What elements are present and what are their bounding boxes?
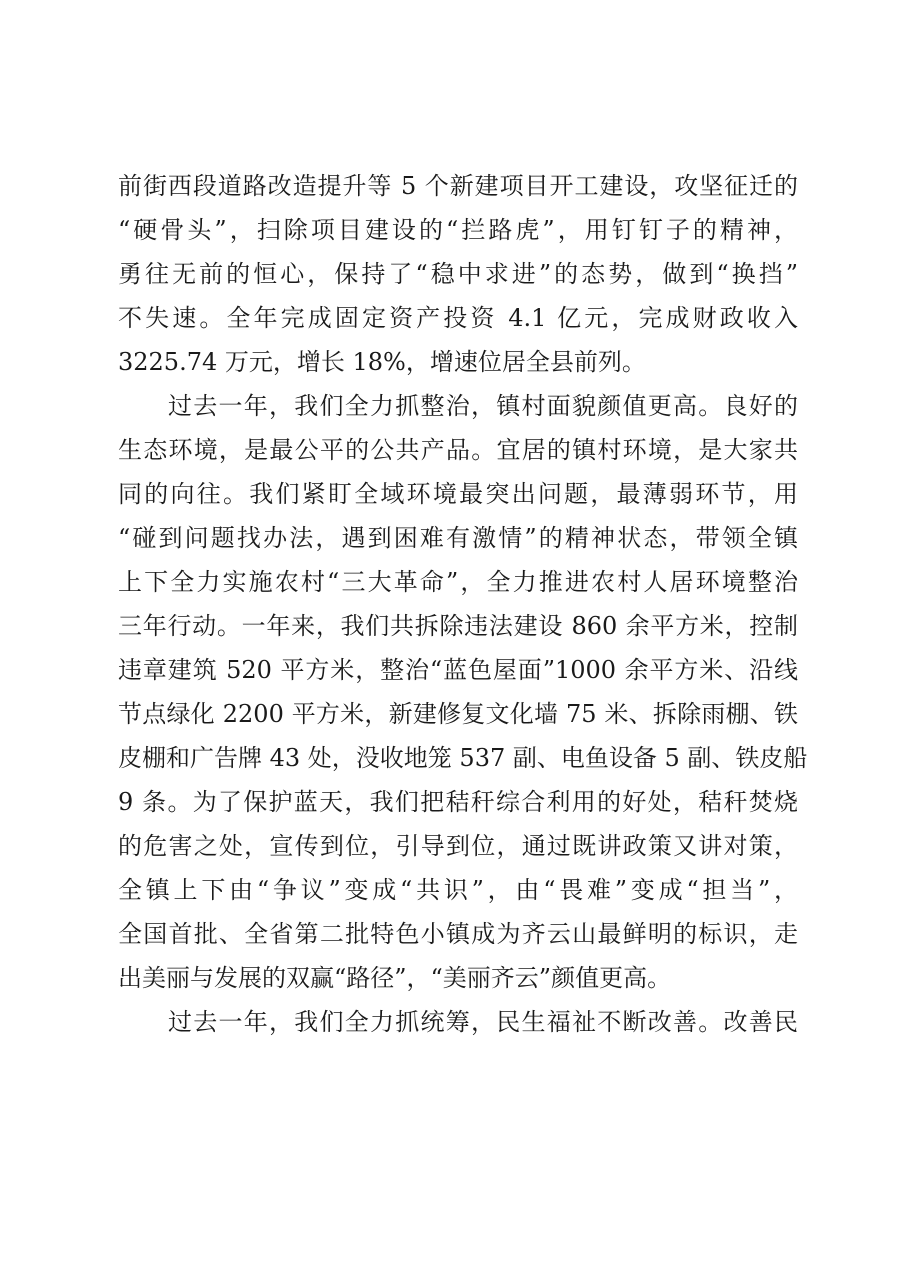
text-line: 出美丽与发展的双赢“路径”，“美丽齐云”颜值更高。 xyxy=(118,964,672,992)
text-line: 皮棚和广告牌 43 处，没收地笼 537 副、电鱼设备 5 副、铁皮船 xyxy=(118,744,808,772)
text-line: 9 条。为了保护蓝天，我们把秸秆综合利用的好处，秸秆焚烧 xyxy=(118,788,798,816)
text-line: 生态环境，是最公平的公共产品。宜居的镇村环境，是大家共 xyxy=(118,436,798,464)
text-line: 节点绿化 2200 平方米，新建修复文化墙 75 米、拆除雨棚、铁 xyxy=(118,700,798,728)
text-line: 三年行动。一年来，我们共拆除违法建设 860 余平方米，控制 xyxy=(118,612,798,640)
text-line: 3225.74 万元，增长 18%，增速位居全县前列。 xyxy=(118,348,646,376)
text-line: 违章建筑 520 平方米，整治“蓝色屋面”1000 余平方米、沿线 xyxy=(118,656,798,684)
text-line: 过去一年，我们全力抓统筹，民生福祉不断改善。改善民 xyxy=(168,1008,798,1036)
text-line: 前街西段道路改造提升等 5 个新建项目开工建设，攻坚征迁的 xyxy=(118,172,798,200)
text-line: 全镇上下由“争议”变成“共识”，由“畏难”变成“担当”， xyxy=(118,876,798,904)
text-line: 过去一年，我们全力抓整治，镇村面貌颜值更高。良好的 xyxy=(168,392,798,420)
text-line: “碰到问题找办法，遇到困难有激情”的精神状态，带领全镇 xyxy=(118,524,798,552)
text-line: 的危害之处，宣传到位，引导到位，通过既讲政策又讲对策， xyxy=(118,832,798,860)
text-line: 勇往无前的恒心，保持了“稳中求进”的态势，做到“换挡” xyxy=(118,260,798,288)
text-line: “硬骨头”，扫除项目建设的“拦路虎”，用钉钉子的精神， xyxy=(118,216,798,244)
text-line: 不失速。全年完成固定资产投资 4.1 亿元，完成财政收入 xyxy=(118,304,798,332)
text-line: 全国首批、全省第二批特色小镇成为齐云山最鲜明的标识，走 xyxy=(118,920,798,948)
text-line: 同的向往。我们紧盯全域环境最突出问题，最薄弱环节，用 xyxy=(118,480,798,508)
text-line: 上下全力实施农村“三大革命”，全力推进农村人居环境整治 xyxy=(118,568,798,596)
